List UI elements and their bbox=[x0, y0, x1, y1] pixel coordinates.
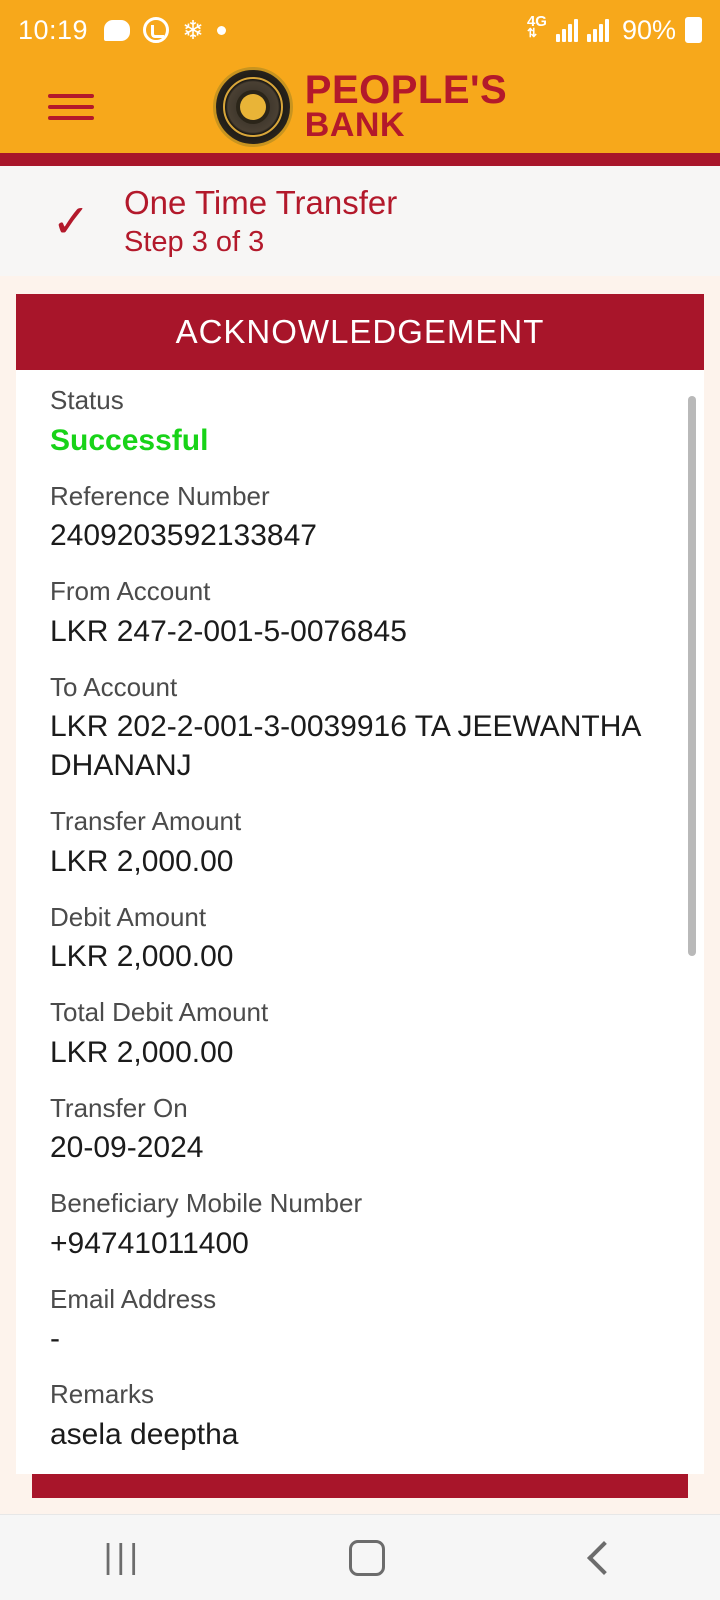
recents-icon[interactable]: ||| bbox=[103, 1538, 143, 1576]
detail-row bbox=[50, 480, 704, 556]
status-notification-icons bbox=[104, 17, 226, 43]
detail-row bbox=[50, 805, 704, 881]
detail-label: Debit Amount bbox=[50, 901, 207, 932]
detail-label: Transfer On bbox=[50, 1092, 188, 1123]
detail-label: Beneficiary Mobile Number bbox=[50, 1188, 363, 1218]
detail-value: LKR 2,000.00 bbox=[50, 940, 234, 973]
flower-icon: ❄ bbox=[182, 15, 204, 45]
system-nav-bar bbox=[0, 1514, 720, 1600]
status-badge: Successful bbox=[50, 423, 209, 457]
scrollbar-thumb[interactable] bbox=[688, 396, 696, 956]
detail-label: Email Address bbox=[50, 1283, 217, 1314]
status-clock: 10:19 bbox=[18, 14, 89, 45]
network-4g-icon bbox=[526, 12, 547, 40]
detail-value: asela deeptha bbox=[50, 1417, 239, 1451]
acknowledgement-card bbox=[16, 294, 704, 1451]
home-icon[interactable] bbox=[349, 1540, 385, 1576]
detail-row bbox=[50, 1378, 704, 1454]
brand-name-line2: BANK bbox=[304, 106, 405, 145]
detail-value: 2409203592133847 bbox=[50, 519, 317, 552]
brand-logo bbox=[0, 67, 720, 147]
detail-value: LKR 2,000.00 bbox=[50, 844, 234, 878]
check-icon: ✓ bbox=[51, 195, 91, 247]
battery-icon bbox=[685, 17, 702, 43]
detail-value: LKR 247-2-001-5-0076845 bbox=[50, 614, 407, 648]
signal-sim2-icon bbox=[587, 18, 609, 42]
detail-label: Total Debit Amount bbox=[50, 997, 269, 1027]
scrollbar[interactable] bbox=[688, 370, 696, 1474]
detail-label: From Account bbox=[50, 576, 211, 606]
detail-row bbox=[50, 1187, 704, 1263]
detail-row bbox=[50, 575, 704, 651]
page-title: One Time Transfer bbox=[124, 183, 398, 221]
detail-value: LKR 202-2-001-3-0039916 TA JEEWANTHA DHANANJ bbox=[50, 710, 640, 782]
step-indicator: Step 3 of 3 bbox=[124, 225, 265, 258]
detail-label: Status bbox=[50, 385, 124, 415]
detail-row bbox=[50, 1092, 704, 1168]
whatsapp-icon bbox=[143, 17, 169, 43]
header-divider bbox=[0, 153, 720, 166]
acknowledgement-details[interactable] bbox=[16, 370, 704, 1474]
detail-label: Transfer Amount bbox=[50, 806, 242, 836]
peoples-bank-seal-icon bbox=[213, 67, 293, 147]
data-arrows-icon: ⇅ bbox=[526, 25, 537, 40]
content-area bbox=[0, 276, 720, 1514]
detail-value: - bbox=[50, 1322, 60, 1355]
battery-percent: 90% bbox=[621, 14, 676, 45]
detail-row bbox=[50, 671, 704, 786]
dot-icon bbox=[217, 26, 226, 35]
detail-row bbox=[50, 384, 704, 460]
detail-label: Remarks bbox=[50, 1379, 155, 1409]
detail-label: Reference Number bbox=[50, 480, 270, 511]
chat-icon bbox=[104, 20, 130, 41]
detail-value: 20-09-2024 bbox=[50, 1131, 204, 1164]
status-system-icons bbox=[526, 12, 702, 46]
detail-row bbox=[50, 1283, 704, 1359]
step-header bbox=[0, 166, 720, 276]
back-icon[interactable] bbox=[587, 1541, 621, 1575]
detail-value: LKR 2,000.00 bbox=[50, 1035, 234, 1069]
signal-sim1-icon bbox=[556, 18, 578, 42]
app-header bbox=[0, 60, 720, 153]
brand-name-line1: PEOPLE'S bbox=[304, 68, 508, 113]
network-label: 4G bbox=[526, 12, 547, 30]
detail-value: +94741011400 bbox=[50, 1226, 249, 1260]
acknowledgement-title: ACKNOWLEDGEMENT bbox=[16, 294, 704, 370]
detail-row bbox=[50, 901, 704, 977]
hamburger-icon[interactable] bbox=[48, 94, 94, 120]
detail-row bbox=[50, 996, 704, 1072]
status-bar bbox=[0, 0, 720, 60]
detail-label: To Account bbox=[50, 671, 178, 702]
